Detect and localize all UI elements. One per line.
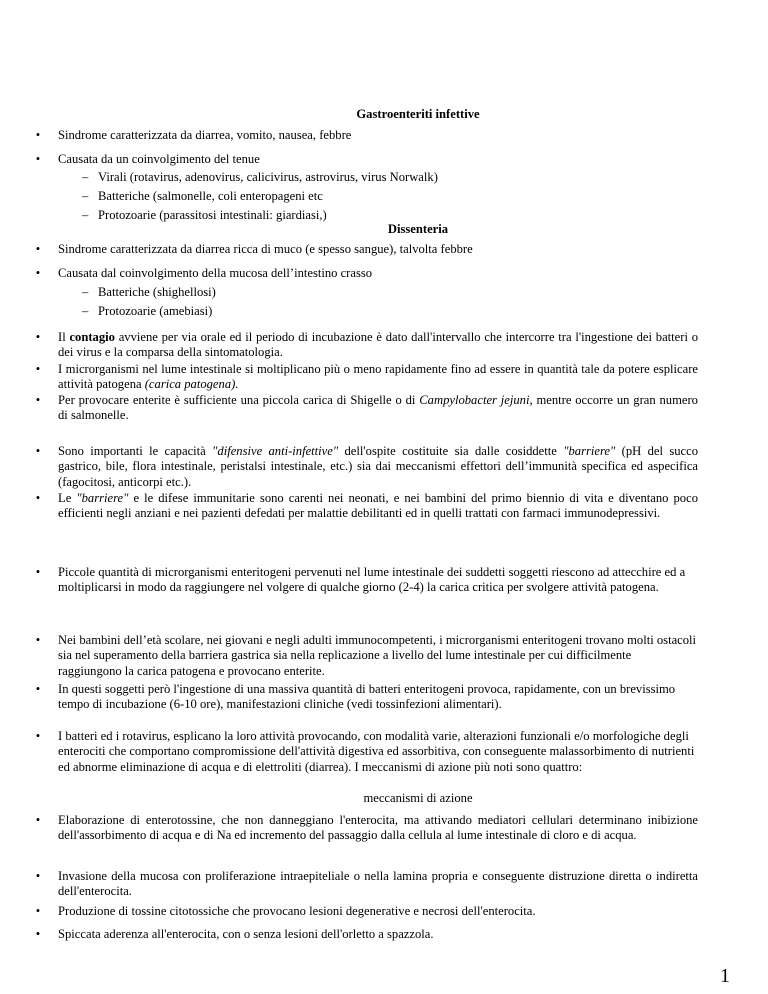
para-ingestione-massiva: In questi soggetti però l'ingestione di una massiva quantità di batteri enteritogeni provoca, rapidamente, con un brevissimo tempo di incubazione (6-10 ore), manifestazioni cliniche (vedi tossinfezioni alimentari). bbox=[58, 682, 676, 712]
bullet: • bbox=[35, 362, 41, 376]
bullet: • bbox=[35, 266, 41, 280]
para-bambini-eta-scolare: Nei bambini dell’età scolare, nei giovani e negli adulti immunocompetenti, i microrganismi enteritogeni trovano molti ostacoli sia nel superamento della barriera gastrica sia nella replicazione a livello del lume intestinale per cui difficilmente raggiungono la carica patogena e provocano enterite. bbox=[58, 633, 697, 678]
heading-gastroenteriti: Gastroenteriti infettive bbox=[356, 107, 480, 121]
heading-dissenteria: Dissenteria bbox=[387, 222, 449, 236]
bullet: • bbox=[35, 904, 41, 918]
item-diss-sindrome: Sindrome caratterizzata da diarrea ricca di muco (e spesso sangue), talvolta febbre bbox=[58, 242, 473, 256]
item-gastro-sindrome: Sindrome caratterizzata da diarrea, vomito, nausea, febbre bbox=[58, 128, 352, 142]
mechanism-enterotossine: Elaborazione di enterotossine, che non danneggiano l'enterocita, ma attivando mediatori cellulari determinano inibizione dell'assorbimento di acqua e di Na ed incremento del passaggio dalla cellula al lume intestinale di cloro e di acqua. bbox=[58, 813, 698, 843]
heading-meccanismi: meccanismi di azione bbox=[363, 791, 473, 805]
bullet: • bbox=[35, 729, 41, 743]
para-piccole-quantita: Piccole quantità di microrganismi enteritogeni pervenuti nel lume intestinale dei suddetti soggetti riescono ad attecchire ed a moltiplicarsi in modo da raggiungere nel volgere di qualche giorno (2-4) la carica critica per svolgere attività patogena. bbox=[58, 565, 686, 595]
para-shigelle: Per provocare enterite è sufficiente una piccola carica di Shigelle o di Campylobacter jejuni, mentre occorre un gran numero di salmonelle. bbox=[58, 393, 698, 423]
subitem-protozoarie: Protozoarie (parassitosi intestinali: giardiasi,) bbox=[98, 208, 327, 222]
dash: – bbox=[82, 170, 89, 184]
dash: – bbox=[82, 304, 89, 318]
para-contagio: Il contagio avviene per via orale ed il periodo di incubazione è dato dall'intervallo che intercorre tra l'ingestione dei batteri o dei virus e la comparsa della sintomatologia. bbox=[58, 330, 699, 360]
para-batteri-rotavirus: I batteri ed i rotavirus, esplicano la loro attività provocando, con modalità varie, alterazioni funzionali e/o morfologiche degli enterociti che comportano compromissione dell'attività digestiva ed assorbitiva, con conseguente malassorbimento di nutrienti ed abnorme eliminazione di acqua e di elettroliti (diarrea). I meccanismi di azione più noti sono quattro: bbox=[58, 729, 695, 774]
bullet: • bbox=[35, 682, 41, 696]
subitem-virali: Virali (rotavirus, adenovirus, calicivirus, astrovirus, virus Norwalk) bbox=[98, 170, 438, 184]
bullet: • bbox=[35, 444, 41, 458]
bullet: • bbox=[35, 927, 41, 941]
bullet: • bbox=[35, 152, 41, 166]
bullet: • bbox=[35, 491, 41, 505]
mechanism-tossine-citotossiche: Produzione di tossine citotossiche che provocano lesioni degenerative e necrosi dell'enterocita. bbox=[58, 904, 536, 918]
bullet: • bbox=[35, 869, 41, 883]
bullet: • bbox=[35, 128, 41, 142]
item-diss-causa: Causata dal coinvolgimento della mucosa dell’intestino crasso bbox=[58, 266, 373, 280]
subitem-shighellosi: Batteriche (shighellosi) bbox=[98, 285, 216, 299]
subitem-amebiasi: Protozoarie (amebiasi) bbox=[98, 304, 213, 318]
bullet: • bbox=[35, 565, 41, 579]
bullet: • bbox=[35, 242, 41, 256]
page-number: 1 bbox=[720, 965, 730, 987]
dash: – bbox=[82, 285, 89, 299]
para-barriere: Le "barriere" e le difese immunitarie sono carenti nei neonati, e nei bambini del primo biennio di vita e diventano poco efficienti negli anziani e nei pazienti defedati per malattie debilitanti ed in quelli trattati con farmaci immunodepressivi. bbox=[58, 491, 698, 521]
para-carica-patogena: I microrganismi nel lume intestinale si moltiplicano più o meno rapidamente fino ad essere in quantità tale da potere esplicare attività patogena (carica patogena). bbox=[58, 362, 698, 392]
dash: – bbox=[82, 189, 89, 203]
bullet: • bbox=[35, 330, 41, 344]
bullet: • bbox=[35, 393, 41, 407]
mechanism-invasione: Invasione della mucosa con proliferazione intraepiteliale o nella lamina propria e conseguente distruzione diretta o indiretta dell'enterocita. bbox=[58, 869, 698, 899]
para-difese: Sono importanti le capacità "difensive anti-infettive" dell'ospite costituite sia dalle cosiddette "barriere" (pH del succo gastrico, bile, flora intestinale, peristalsi intestinale, etc.) sia dai meccanismi effettori dell’immunità specifica ed aspecifica (fagocitosi, anticorpi etc.). bbox=[58, 444, 698, 489]
mechanism-aderenza: Spiccata aderenza all'enterocita, con o senza lesioni dell'orletto a spazzola. bbox=[58, 927, 434, 941]
bullet: • bbox=[35, 813, 41, 827]
dash: – bbox=[82, 208, 89, 222]
bullet: • bbox=[35, 633, 41, 647]
item-gastro-causa: Causata da un coinvolgimento del tenue bbox=[58, 152, 260, 166]
subitem-batteriche: Batteriche (salmonelle, coli enteropageni etc bbox=[98, 189, 323, 203]
